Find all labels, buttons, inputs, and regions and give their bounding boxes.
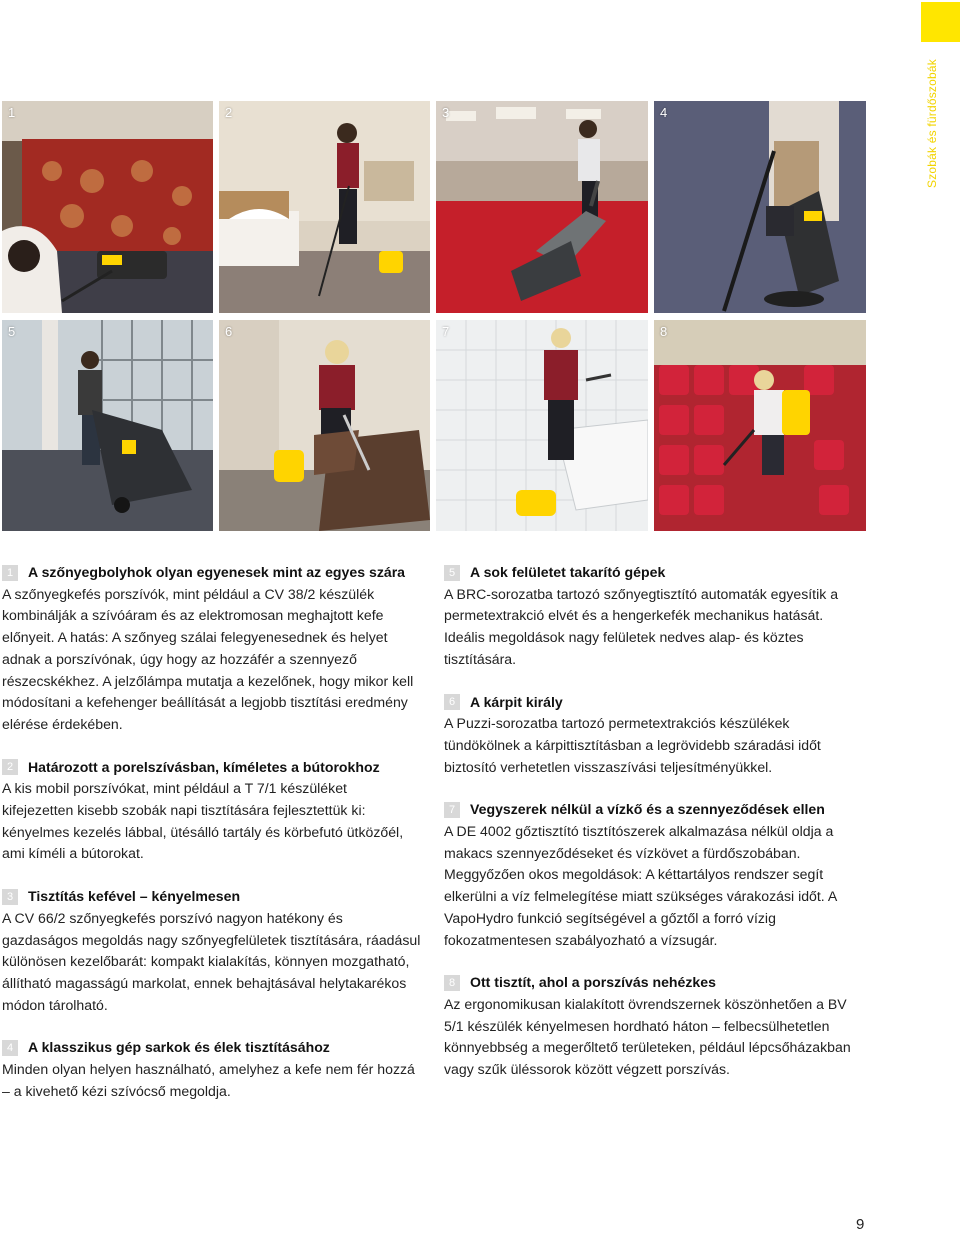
section-title: A kárpit király [470, 693, 563, 710]
section-number-badge: 5 [444, 565, 460, 581]
photo-5 [2, 320, 213, 531]
section-heading [2, 562, 422, 584]
page-number: 9 [856, 1216, 865, 1233]
section-body: A BRC-sorozatba tartozó szőnyegtisztító automaták egyesítik a permetextrakció elvét és a hengerkefék mechanikus hatását. Ideális megoldások nagy felületek nedves alap- és köztes tisztítására. [444, 585, 839, 667]
section-side-label: Szobák és fürdőszobák [925, 59, 939, 188]
section-6 [444, 692, 864, 779]
section-number-badge: 4 [2, 1040, 18, 1056]
section-8 [444, 972, 864, 1081]
section-number-badge: 2 [2, 759, 18, 775]
photo-1 [2, 101, 213, 313]
photo-number: 5 [8, 324, 16, 339]
section-number-badge: 7 [444, 802, 460, 818]
section-number-badge: 1 [2, 565, 18, 581]
section-heading [2, 886, 422, 908]
section-5 [444, 562, 864, 671]
photo-number: 4 [660, 105, 668, 120]
section-title: Határozott a porelszívásban, kíméletes a bútorokhoz [28, 758, 380, 775]
text-column-left [2, 562, 422, 1123]
section-title: Tisztítás kefével – kényelmesen [28, 888, 241, 905]
photo-number: 1 [8, 105, 16, 120]
section-title: Ott tisztít, ahol a porszívás nehézkes [470, 974, 716, 991]
photo-number: 6 [225, 324, 233, 339]
section-color-tab [921, 2, 960, 42]
section-body: A Puzzi-sorozatba tartozó permetextrakciós készülékek tündökölnek a kárpittisztításban a legrövidebb száradási időt biztosító verhetetlen visszaszívási teljesítményükkel. [444, 715, 821, 775]
section-7 [444, 799, 864, 951]
section-heading [444, 799, 864, 821]
photo-number: 7 [442, 324, 450, 339]
photo-number: 3 [442, 105, 450, 120]
section-number-badge: 8 [444, 975, 460, 991]
section-title: A klasszikus gép sarkok és élek tisztításához [28, 1039, 330, 1056]
section-title: Vegyszerek nélkül a vízkő és a szennyeződések ellen [470, 801, 825, 818]
section-title: A szőnyegbolyhok olyan egyenesek mint az egyes szára [28, 564, 406, 580]
section-body: A kis mobil porszívókat, mint például a T 7/1 készüléket kifejezetten kisebb szobák napi tisztítására fejlesztettük ki: kényelmes kezelés lábbal, ütésálló tartály és körbefutó ütközőél, ami kíméli a bútorokat. [2, 780, 404, 862]
text-column-right [444, 562, 864, 1102]
photo-number: 8 [660, 324, 668, 339]
section-heading [2, 1037, 422, 1059]
photo-2 [219, 101, 430, 313]
photo-6 [219, 320, 430, 531]
section-heading [444, 692, 864, 714]
section-title: A sok felületet takarító gépek [470, 564, 666, 580]
section-body: A szőnyegkefés porszívók, mint például a CV 38/2 készülék kombinálják a szívóáram és az elektromosan meghajtott kefe előnyeit. A hatás: A szőnyeg szálai felegyenesednek és helyet adnak a porszívónak, úgy hogy az hozzáfér a szennyező részecskékhez. A jelzőlámpa mutatja a kezelőnek, hogy mikor kell módosítani a kefehenger beállítását a legjobb tisztítási eredmény elérése érdekében. [2, 585, 414, 732]
section-heading [444, 972, 864, 994]
section-3 [2, 886, 422, 1016]
section-heading [2, 757, 422, 779]
photo-4 [654, 101, 866, 313]
photo-7 [436, 320, 648, 531]
section-body: A CV 66/2 szőnyegkefés porszívó nagyon hatékony és gazdaságos megoldás nagy szőnyegfelületek tisztítására, ráadásul különösen kezelőbarát: kompakt kialakítás, könnyen mozgatható, állítható magasságú markolat, ennek behajtásával helytakarékos módon tárolható. [2, 909, 421, 1013]
section-2 [2, 757, 422, 866]
photo-number: 2 [225, 105, 233, 120]
section-1 [2, 562, 422, 736]
photo-8 [654, 320, 866, 531]
section-number-badge: 3 [2, 889, 18, 905]
section-body: Minden olyan helyen használható, amelyhez a kefe nem fér hozzá – a kivehető kézi szívócső megoldja. [2, 1061, 415, 1099]
section-body: A DE 4002 gőztisztító tisztítószerek alkalmazása nélkül oldja a makacs szennyeződéseket és vízkövet a fürdőszobában. Meggyőzően okos megoldások: A kéttartályos rendszer segít elkerülni a víz felmelegítése miatt szükséges várakozási időt. A VapoHydro funkció segítségével a gőztől a forró vízig fokozatmentesen szabályozható a vízsugár. [444, 823, 837, 948]
section-heading [444, 562, 864, 584]
section-number-badge: 6 [444, 694, 460, 710]
section-body: Az ergonomikusan kialakított övrendszernek köszönhetően a BV 5/1 készülék kényelmesen hordható háton – felbecsülhetetlen könnyebbség a megerőltető területeken, például lépcsőházakban vagy szűk üléssorok között végzett porszívás. [444, 995, 851, 1078]
section-4 [2, 1037, 422, 1102]
photo-3 [436, 101, 648, 313]
